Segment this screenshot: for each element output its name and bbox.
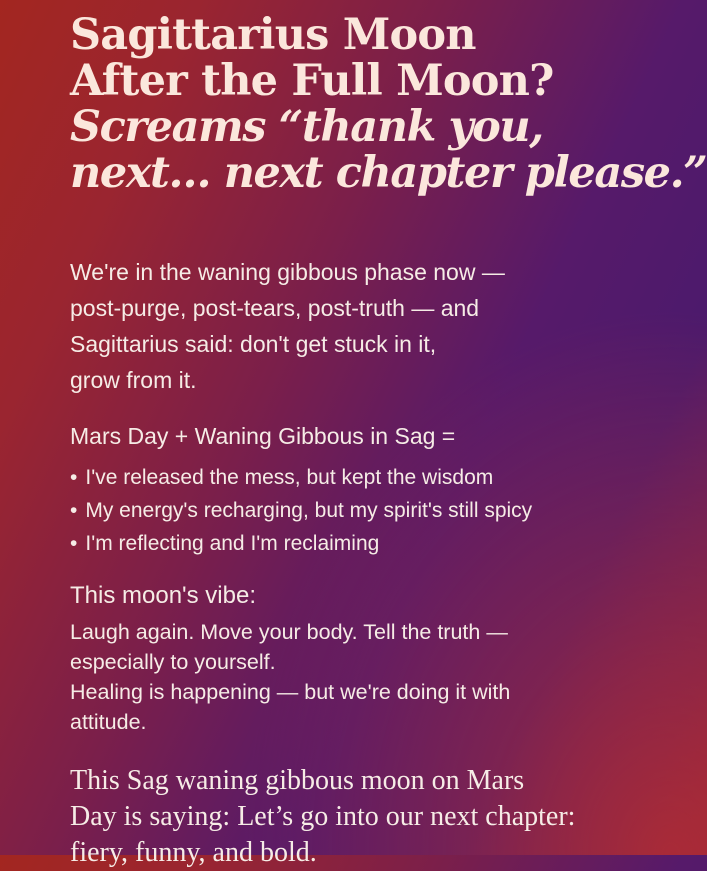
vibe-line: especially to yourself.	[70, 650, 276, 674]
closing-line: This Sag waning gibbous moon on Mars	[70, 765, 525, 796]
bullet-list	[70, 461, 532, 560]
title-line: Sagittarius Moon	[70, 10, 476, 60]
intro-line: Sagittarius said: don't get stuck in it,	[70, 331, 437, 357]
list-item: • I've released the mess, but kept the wisdom	[70, 461, 532, 494]
section-heading: Mars Day + Waning Gibbous in Sag =	[70, 423, 456, 449]
page-title	[70, 10, 707, 198]
title-subline: next… next chapter please.”	[70, 148, 707, 198]
intro-line: We're in the waning gibbous phase now —	[70, 259, 505, 285]
title-subline: Screams “thank you,	[70, 102, 543, 152]
vibe-paragraph	[70, 617, 630, 737]
intro-line: post-purge, post-tears, post-truth — and	[70, 295, 480, 321]
intro-line: grow from it.	[70, 367, 197, 393]
closing-paragraph	[70, 763, 635, 871]
title-line: After the Full Moon?	[70, 56, 554, 106]
vibe-heading: This moon's vibe:	[70, 582, 256, 609]
list-item: • My energy's recharging, but my spirit's still spicy	[70, 494, 532, 527]
vibe-line: Laugh again. Move your body. Tell the truth —	[70, 620, 508, 644]
list-item: • I'm reflecting and I'm reclaiming	[70, 527, 532, 560]
intro-paragraph	[70, 254, 630, 398]
vibe-line: attitude.	[70, 710, 147, 734]
closing-line: Day is saying: Let’s go into our next chapter:	[70, 801, 576, 832]
vibe-line: Healing is happening — but we're doing it with	[70, 680, 511, 704]
closing-line: fiery, funny, and bold.	[70, 837, 317, 868]
